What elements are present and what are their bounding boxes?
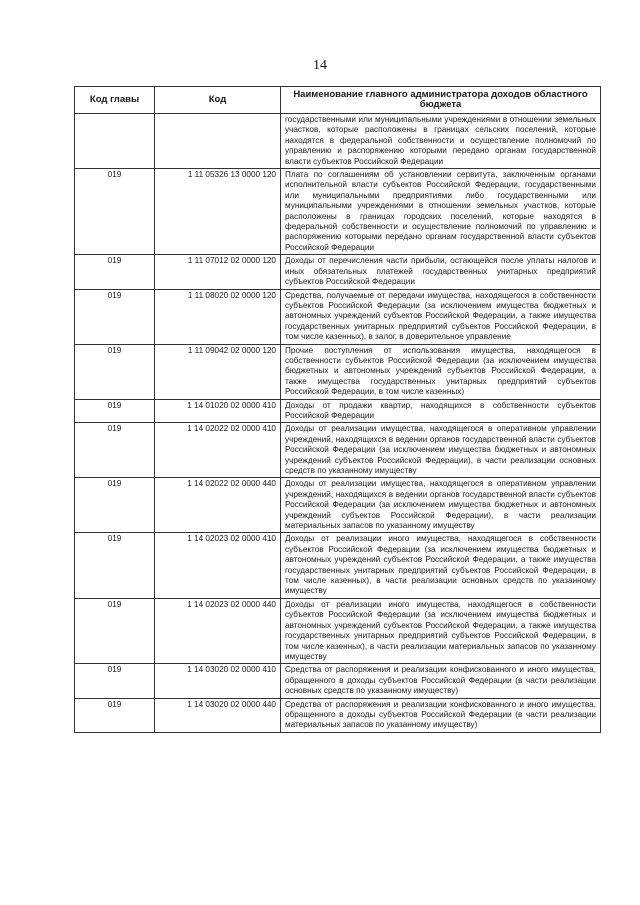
administrator-name-cell: государственными или муниципальными учреждениями в отношении земельных участков, которые расположены в границах сельских поселений, которые находятся в федеральной собственности и осуществление полномочий по управлению и распоряжению которыми передано органам государственной власти субъектов Российской Федерации — [281, 114, 601, 169]
administrator-name-cell: Средства, получаемые от передачи имущества, находящегося в собственности субъектов Российской Федерации (за исключением имущества бюджетных и автономных учреждений субъектов Российской Федерации, а также имущества государственных унитарных предприятий субъектов Российской Федерации, в том числе казенных), в залог, в доверительное управление — [281, 289, 601, 344]
chapter-code-cell: 019 — [75, 344, 155, 399]
chapter-code-cell: 019 — [75, 598, 155, 663]
administrator-name-cell: Средства от распоряжения и реализации конфискованного и иного имущества, обращенного в доходы субъектов Российской Федерации (в части реализации основных средств по указанному имуществу) — [281, 664, 601, 698]
administrator-name-cell: Доходы от перечисления части прибыли, остающейся после уплаты налогов и иных обязательных платежей государственных унитарных предприятий субъектов Российской Федерации — [281, 255, 601, 289]
table-row — [75, 399, 601, 423]
page-number: 14 — [313, 58, 327, 73]
header-chapter-code: Код главы — [75, 87, 155, 114]
revenue-code-cell: 1 14 03020 02 0000 440 — [155, 698, 281, 732]
table-header-row — [75, 87, 601, 114]
header-administrator-name: Наименование главного администратора доходов областного бюджета — [281, 87, 601, 114]
chapter-code-cell: 019 — [75, 533, 155, 598]
chapter-code-cell: 019 — [75, 698, 155, 732]
revenue-code-cell — [155, 114, 281, 169]
chapter-code-cell — [75, 114, 155, 169]
header-code: Код — [155, 87, 281, 114]
administrator-name-cell: Доходы от реализации иного имущества, находящегося в собственности субъектов Российской Федерации (за исключением имущества бюджетных и автономных учреждений субъектов Российской Федерации, а также имущества государственных унитарных предприятий субъектов Российской Федерации, в том числе казенных), в части реализации материальных запасов по указанному имуществу — [281, 598, 601, 663]
revenue-code-cell: 1 11 08020 02 0000 120 — [155, 289, 281, 344]
revenue-code-cell: 1 14 02023 02 0000 410 — [155, 533, 281, 598]
table-row — [75, 289, 601, 344]
table-row — [75, 423, 601, 478]
revenue-code-cell: 1 14 02022 02 0000 440 — [155, 478, 281, 533]
administrator-name-cell: Средства от распоряжения и реализации конфискованного и иного имущества, обращенного в доходы субъектов Российской Федерации (в части реализации материальных запасов по указанному имуществу) — [281, 698, 601, 732]
chapter-code-cell: 019 — [75, 478, 155, 533]
table-row — [75, 478, 601, 533]
table-row — [75, 698, 601, 732]
table-row — [75, 344, 601, 399]
revenue-code-cell: 1 14 02023 02 0000 440 — [155, 598, 281, 663]
administrator-name-cell: Доходы от реализации имущества, находящегося в оперативном управлении учреждений, находящихся в ведении органов государственной власти субъектов Российской Федерации (за исключением имущества бюджетных и автономных учреждений субъектов Российской Федерации), в части реализации основных средств по указанному имуществу — [281, 423, 601, 478]
table-row — [75, 533, 601, 598]
table-row — [75, 598, 601, 663]
table-row — [75, 255, 601, 289]
chapter-code-cell: 019 — [75, 169, 155, 255]
administrator-name-cell: Плата по соглашениям об установлении сервитута, заключенным органами исполнительной власти субъектов Российской Федерации, государственными или муниципальными предприятиями либо государственными или муниципальными учреждениями в отношении земельных участков, которые расположены в границах городских поселений, которые находятся в федеральной собственности и осуществление полномочий по управлению и распоряжению которыми передано органам государственной власти субъектов Российской Федерации — [281, 169, 601, 255]
administrator-name-cell: Доходы от продажи квартир, находящихся в собственности субъектов Российской Федерации — [281, 399, 601, 423]
chapter-code-cell: 019 — [75, 664, 155, 698]
revenue-code-cell: 1 11 09042 02 0000 120 — [155, 344, 281, 399]
revenue-code-cell: 1 14 02022 02 0000 410 — [155, 423, 281, 478]
administrator-name-cell: Доходы от реализации иного имущества, находящегося в собственности субъектов Российской Федерации (за исключением имущества бюджетных и автономных учреждений субъектов Российской Федерации, а также имущества государственных унитарных предприятий субъектов Российской Федерации, в том числе казенных), в части реализации основных средств по указанному имуществу — [281, 533, 601, 598]
revenue-code-cell: 1 14 03020 02 0000 410 — [155, 664, 281, 698]
administrator-name-cell: Прочие поступления от использования имущества, находящегося в собственности субъектов Российской Федерации (за исключением имущества бюджетных и автономных учреждений субъектов Российской Федерации, а также имущества государственных унитарных предприятий субъектов Российской Федерации, в том числе казенных) — [281, 344, 601, 399]
chapter-code-cell: 019 — [75, 423, 155, 478]
revenue-code-cell: 1 11 05326 13 0000 120 — [155, 169, 281, 255]
revenue-administrators-table — [74, 86, 601, 733]
administrator-name-cell: Доходы от реализации имущества, находящегося в оперативном управлении учреждений, находящихся в ведении органов государственной власти субъектов Российской Федерации (за исключением имущества бюджетных и автономных учреждений субъектов Российской Федерации), в части реализации материальных запасов по указанному имуществу — [281, 478, 601, 533]
table-row — [75, 664, 601, 698]
revenue-code-cell: 1 11 07012 02 0000 120 — [155, 255, 281, 289]
chapter-code-cell: 019 — [75, 289, 155, 344]
revenue-code-cell: 1 14 01020 02 0000 410 — [155, 399, 281, 423]
table-row — [75, 169, 601, 255]
chapter-code-cell: 019 — [75, 255, 155, 289]
chapter-code-cell: 019 — [75, 399, 155, 423]
table-row — [75, 114, 601, 169]
